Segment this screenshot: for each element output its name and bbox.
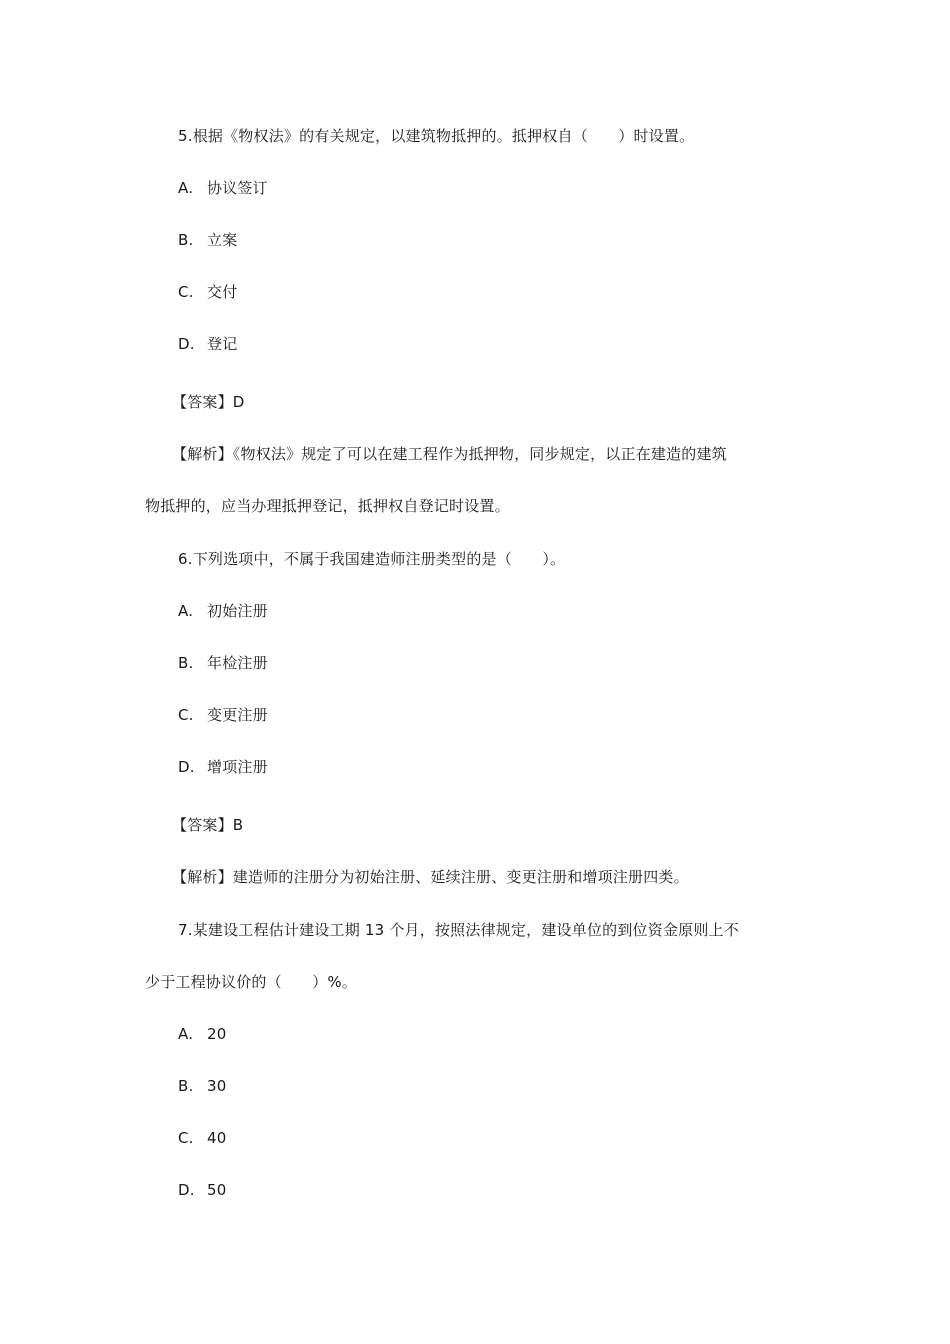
question-5-option-a	[178, 178, 268, 198]
question-5-option-d	[178, 334, 237, 354]
option-letter: B.	[178, 231, 194, 249]
option-text: 登记	[207, 335, 238, 353]
option-text: 20	[207, 1025, 227, 1043]
option-letter: B.	[178, 1077, 194, 1095]
option-text: 50	[207, 1181, 227, 1199]
option-letter: D.	[178, 1181, 195, 1199]
option-letter: C.	[178, 283, 194, 301]
question-5-answer: 【答案】D	[172, 393, 245, 411]
question-7-option-c	[178, 1128, 227, 1148]
question-6-option-d	[178, 757, 268, 777]
question-5-option-c	[178, 282, 237, 302]
option-text: 增项注册	[207, 758, 268, 776]
option-text: 年检注册	[207, 654, 268, 672]
option-letter: C.	[178, 1129, 194, 1147]
option-text: 变更注册	[207, 706, 268, 724]
question-7-stem-line1: 7.某建设工程估计建设工期 13 个月，按照法律规定，建设单位的到位资金原则上不	[178, 921, 739, 939]
question-6-option-a	[178, 601, 268, 621]
question-6-stem: 6.下列选项中，不属于我国建造师注册类型的是（ ）。	[178, 550, 566, 568]
option-text: 30	[207, 1077, 227, 1095]
question-7-stem-line2: 少于工程协议价的（ ）%。	[145, 973, 358, 991]
question-5-analysis-line1: 【解析】《物权法》规定了可以在建工程作为抵押物，同步规定，以正在建造的建筑	[172, 445, 727, 463]
question-6-option-b	[178, 653, 268, 673]
option-text: 交付	[207, 283, 238, 301]
question-5-stem: 5.根据《物权法》的有关规定，以建筑物抵押的。抵押权自（ ）时设置。	[178, 127, 695, 145]
question-6-analysis-line1: 【解析】建造师的注册分为初始注册、延续注册、变更注册和增项注册四类。	[172, 868, 689, 886]
question-7-option-d	[178, 1180, 227, 1200]
option-letter: A.	[178, 602, 194, 620]
option-letter: A.	[178, 1025, 194, 1043]
option-letter: A.	[178, 179, 194, 197]
question-6-answer: 【答案】B	[172, 816, 244, 834]
option-letter: D.	[178, 758, 195, 776]
question-7-option-b	[178, 1076, 227, 1096]
question-6-option-c	[178, 705, 268, 725]
question-5-option-b	[178, 230, 237, 250]
question-5-analysis-line2: 物抵押的，应当办理抵押登记，抵押权自登记时设置。	[145, 497, 510, 515]
option-text: 初始注册	[207, 602, 268, 620]
question-7-option-a	[178, 1024, 227, 1044]
option-text: 协议签订	[207, 179, 268, 197]
option-letter: D.	[178, 335, 195, 353]
option-letter: C.	[178, 706, 194, 724]
option-letter: B.	[178, 654, 194, 672]
option-text: 40	[207, 1129, 227, 1147]
option-text: 立案	[207, 231, 238, 249]
